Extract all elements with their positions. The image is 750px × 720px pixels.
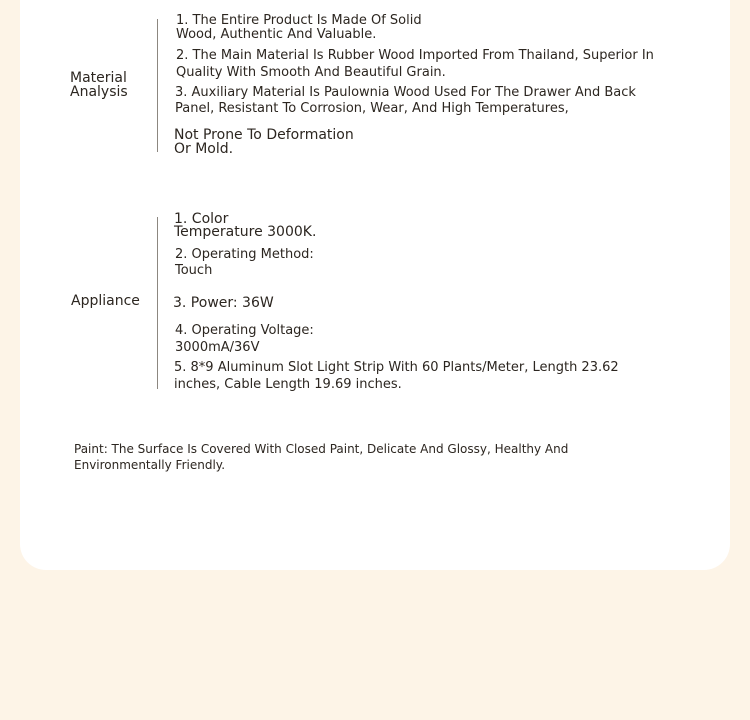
appliance-item1-line1: 1. Color: [174, 211, 229, 227]
appliance-item4-line2: 3000mA/36V: [175, 340, 260, 355]
material-item3-line1: 3. Auxiliary Material Is Paulownia Wood Used For The Drawer And Back: [175, 85, 636, 100]
material-item2-line1: 2. The Main Material Is Rubber Wood Imported From Thailand, Superior In: [176, 48, 654, 63]
appliance-item2-line2: Touch: [175, 263, 213, 278]
appliance-item2-line1: 2. Operating Method:: [175, 247, 314, 262]
material-item3-line2: Panel, Resistant To Corrosion, Wear, And High Temperatures,: [175, 101, 569, 116]
appliance-item5-line2: inches, Cable Length 19.69 inches.: [174, 377, 402, 392]
material-item1-line2: Wood, Authentic And Valuable.: [176, 27, 377, 42]
paint-line1: Paint: The Surface Is Covered With Closed Paint, Delicate And Glossy, Healthy And: [74, 442, 569, 456]
appliance-divider: [157, 217, 158, 389]
appliance-item3: 3. Power: 36W: [173, 295, 274, 311]
material-divider: [157, 19, 158, 152]
appliance-item4-line1: 4. Operating Voltage:: [175, 323, 314, 338]
material-item3-line3: Not Prone To Deformation: [174, 127, 354, 143]
material-item2-line2: Quality With Smooth And Beautiful Grain.: [176, 65, 446, 80]
material-item3-line4: Or Mold.: [174, 141, 234, 157]
material-label-line1: Material: [70, 70, 127, 86]
material-label-line2: Analysis: [70, 84, 128, 100]
material-item1-line1: 1. The Entire Product Is Made Of Solid: [176, 13, 422, 28]
appliance-item5-line1: 5. 8*9 Aluminum Slot Light Strip With 60 Plants/Meter, Length 23.62: [174, 360, 619, 375]
paint-line2: Environmentally Friendly.: [74, 458, 226, 472]
appliance-label: Appliance: [71, 293, 140, 309]
appliance-item1-line2: Temperature 3000K.: [174, 224, 317, 240]
